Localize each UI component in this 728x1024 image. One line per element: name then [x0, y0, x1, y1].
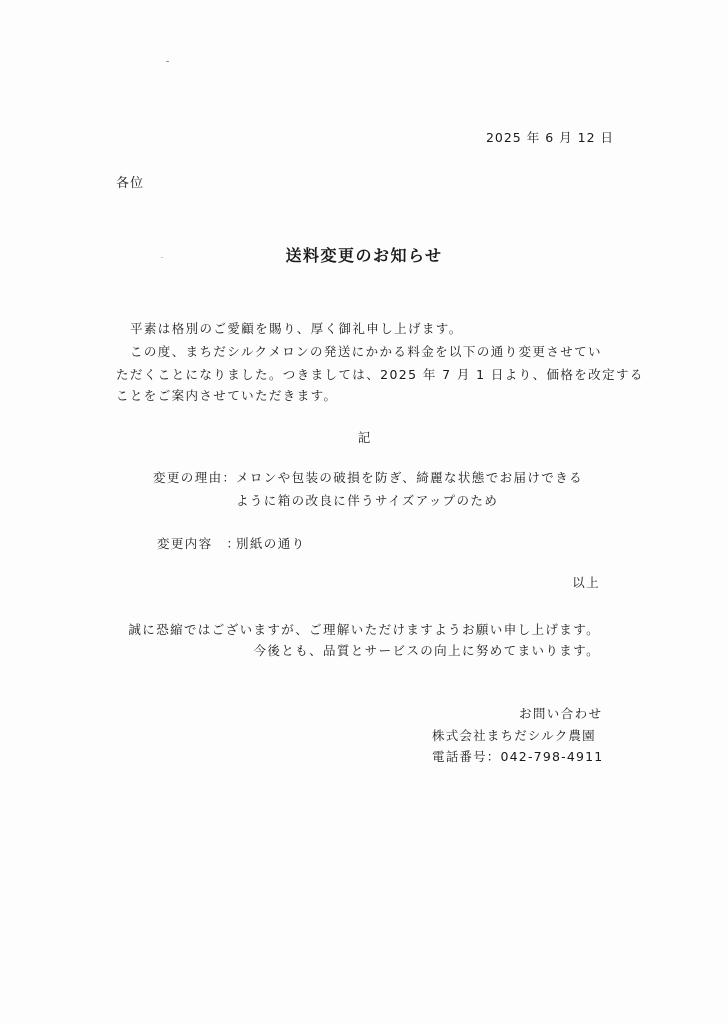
content-text: 別紙の通り — [236, 536, 306, 551]
ki-marker: 記 — [357, 430, 371, 445]
body-line-4: ことをご案内させていただきます。 — [116, 388, 338, 403]
document-title: 送料変更のお知らせ — [285, 246, 443, 265]
reason-text-line-1: メロンや包装の破損を防ぎ、綺麗な状態でお届けできる — [236, 470, 584, 485]
reason-label: 変更の理由： — [153, 470, 237, 485]
document-date: 2025 年 6 月 12 日 — [485, 130, 614, 145]
body-line-2: この度、まちだシルクメロンの発送にかかる料金を以下の通り変更させてい — [130, 344, 602, 359]
body-line-3: ただくことになりました。つきましては、2025 年 7 月 1 日より、価格を改定する — [116, 367, 644, 382]
contact-heading: お問い合わせ — [519, 706, 603, 721]
closing-line-2: 今後とも、品質とサービスの向上に努めてまいります。 — [253, 643, 600, 658]
ijou-marker: 以上 — [572, 575, 600, 590]
company-name: 株式会社まちだシルク農園 — [432, 728, 596, 743]
content-label: 変更内容 ： — [157, 536, 241, 551]
recipient: 各位 — [116, 176, 145, 191]
reason-text-line-2: ように箱の改良に伴うサイズアップのため — [236, 493, 499, 508]
phone-number: 電話番号：042-798-4911 — [432, 749, 604, 764]
scan-speck — [166, 61, 169, 62]
closing-line-1: 誠に恐縮ではございますが、ご理解いただけますようお願い申し上げます。 — [128, 622, 600, 637]
body-line-1: 平素は格別のご愛顧を賜り、厚く御礼申し上げます。 — [130, 321, 463, 336]
